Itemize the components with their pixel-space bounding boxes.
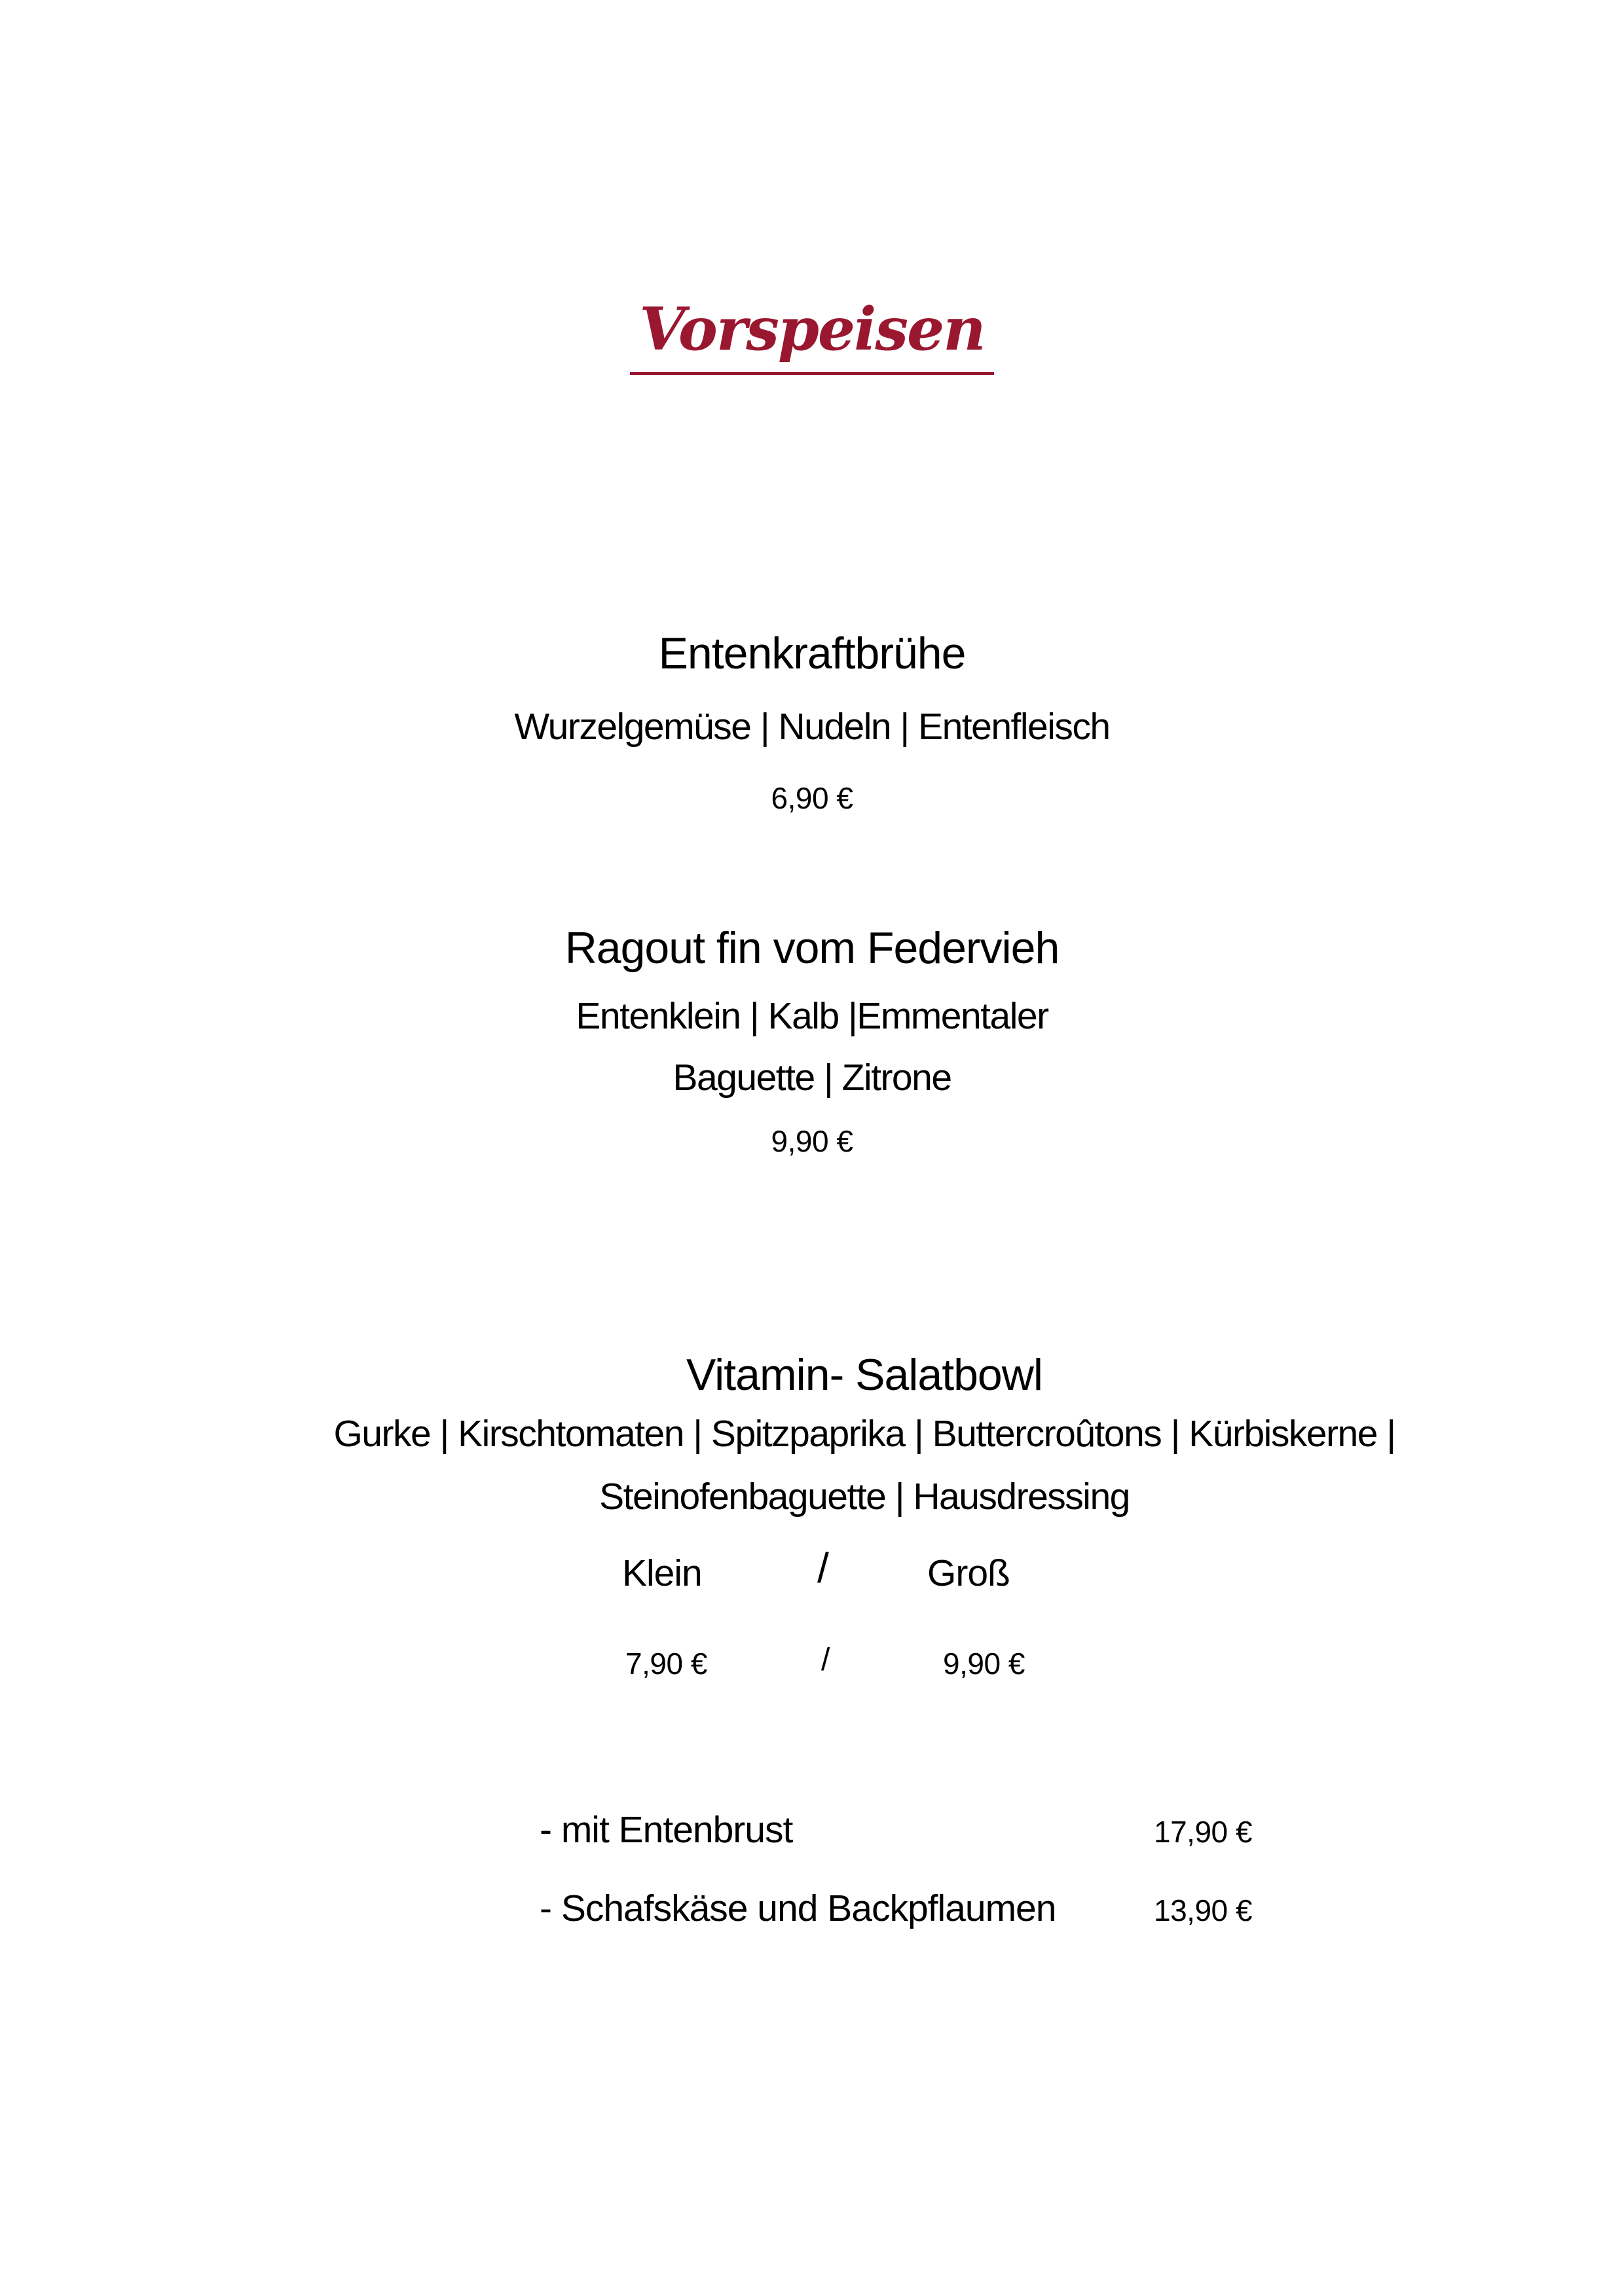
page-title: Vorspeisen xyxy=(630,296,993,375)
dish-name-vitamin-salatbowl: Vitamin- Salatbowl xyxy=(686,1350,1043,1400)
extra-row-schafskaese xyxy=(540,1887,1252,1930)
extra-row-entenbrust xyxy=(540,1808,1252,1851)
dish-description: Baguette | Zitrone xyxy=(673,1057,951,1099)
dish-description: Entenklein | Kalb |Emmentaler xyxy=(576,995,1048,1037)
dish-name-ragout-fin: Ragout fin vom Federvieh xyxy=(564,923,1060,973)
dish-price: 6,90 € xyxy=(771,781,853,815)
size-separator: / xyxy=(817,1544,829,1592)
dish-description: Steinofenbaguette | Hausdressing xyxy=(599,1476,1130,1518)
dish-name-entenkraftbruehe: Entenkraftbrühe xyxy=(658,629,966,678)
extra-price: 17,90 € xyxy=(1154,1815,1252,1849)
page-title-row xyxy=(0,296,1624,375)
size-option-small-label: Klein xyxy=(622,1552,702,1594)
dish-description: Wurzelgemüse | Nudeln | Entenfleisch xyxy=(514,706,1110,748)
size-large-price: 9,90 € xyxy=(943,1647,1025,1681)
size-small-price: 7,90 € xyxy=(625,1647,707,1681)
extra-label: - mit Entenbrust xyxy=(540,1809,793,1851)
extra-price: 13,90 € xyxy=(1154,1893,1252,1927)
dish-description: Gurke | Kirschtomaten | Spitzpaprika | Buttercroûtons | Kürbiskerne | xyxy=(333,1413,1395,1455)
dish-price: 9,90 € xyxy=(771,1124,853,1158)
size-price-separator: / xyxy=(821,1643,830,1677)
extra-label: - Schafskäse und Backpflaumen xyxy=(540,1887,1056,1929)
size-option-large-label: Groß xyxy=(927,1552,1010,1594)
